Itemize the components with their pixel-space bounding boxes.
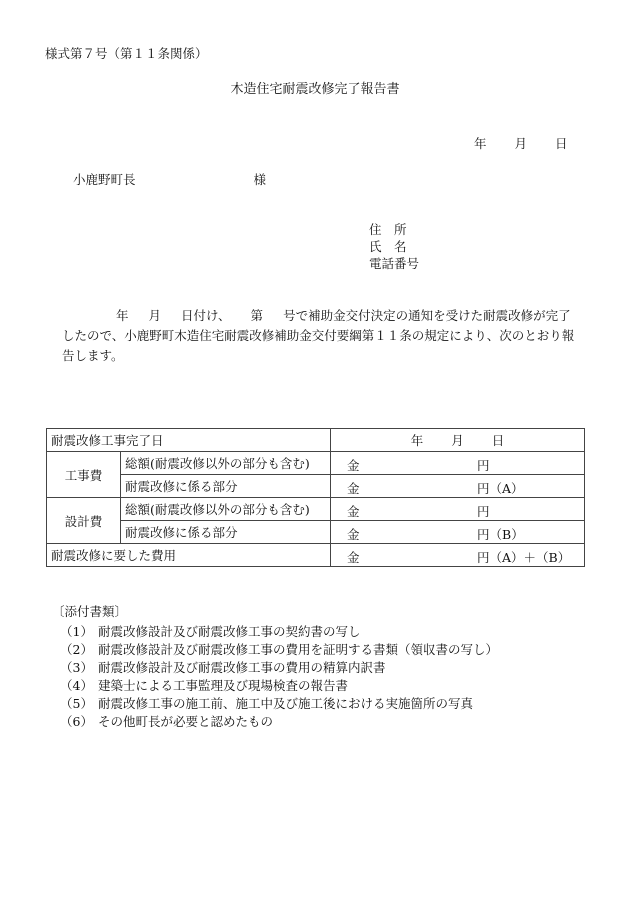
design-total-amount <box>331 498 585 521</box>
completion-day: 日 <box>491 433 505 448</box>
table-row <box>47 452 585 475</box>
kin-mark: 金 <box>347 527 360 542</box>
item-text: 建築士による工事監理及び現場検査の報告書 <box>98 678 349 693</box>
kin-mark: 金 <box>347 481 360 496</box>
list-item <box>60 642 498 657</box>
item-text: 耐震改修設計及び耐震改修工事の費用の精算内訳書 <box>98 660 386 675</box>
applicant-address <box>369 222 424 237</box>
completion-month: 月 <box>451 433 464 448</box>
construction-cost-label: 工事費 <box>47 452 121 498</box>
body-dated: 日付け、 <box>181 308 231 323</box>
addressee <box>73 172 266 187</box>
completion-date-value <box>331 429 585 452</box>
date-day: 日 <box>555 136 568 151</box>
yen-a-mark: 円（A） <box>477 481 524 496</box>
attachments-header: 〔添付書類〕 <box>52 604 128 619</box>
design-total-label: 総額(耐震改修以外の部分も含む) <box>121 498 331 521</box>
list-item <box>60 696 473 711</box>
yen-b-mark: 円（B） <box>477 527 524 542</box>
construction-total-label: 総額(耐震改修以外の部分も含む) <box>121 452 331 475</box>
yen-mark: 円 <box>477 504 490 519</box>
item-text: その他町長が必要と認めたもの <box>98 714 274 729</box>
item-number: （1） <box>60 624 93 639</box>
kin-mark: 金 <box>347 550 360 565</box>
table-row <box>47 429 585 452</box>
table-row <box>47 521 585 544</box>
form-number: 様式第７号（第１１条関係） <box>45 46 208 61</box>
cost-summary-table <box>46 428 585 567</box>
applicant-name <box>369 239 424 254</box>
construction-total-amount <box>331 452 585 475</box>
required-cost-label: 耐震改修に要した費用 <box>47 544 331 567</box>
kin-mark: 金 <box>347 504 360 519</box>
item-number: （4） <box>60 678 93 693</box>
phone-label: 電話番号 <box>369 256 420 271</box>
item-text: 耐震改修工事の施工前、施工中及び施工後における実施箇所の写真 <box>98 696 474 711</box>
list-item <box>60 660 386 675</box>
kin-mark: 金 <box>347 458 360 473</box>
design-seismic-label: 耐震改修に係る部分 <box>121 521 331 544</box>
required-cost-amount <box>331 544 585 567</box>
body-month: 月 <box>148 308 162 323</box>
date-year: 年 <box>474 136 487 151</box>
applicant-phone <box>369 256 424 271</box>
table-row <box>47 475 585 498</box>
body-year: 年 <box>116 308 129 323</box>
addressee-honorific: 様 <box>253 172 267 187</box>
completion-year: 年 <box>410 433 424 448</box>
name-label: 氏 名 <box>369 239 407 254</box>
date-month: 月 <box>514 136 528 151</box>
report-body <box>62 306 582 366</box>
item-number: （6） <box>60 714 93 729</box>
body-no-prefix: 第 <box>250 308 264 323</box>
item-number: （2） <box>60 642 93 657</box>
completion-date-label: 耐震改修工事完了日 <box>47 429 331 452</box>
table-row <box>47 498 585 521</box>
list-item <box>60 678 348 693</box>
yen-mark: 円 <box>477 458 490 473</box>
body-text: 号で補助金交付決定の通知を受けた耐震改修が完了したので、小鹿野町木造住宅耐震改修補助金交付要綱第１１条の規定により、次のとおり報告します。 <box>62 308 575 363</box>
address-label: 住 所 <box>369 222 407 237</box>
document-title: 木造住宅耐震改修完了報告書 <box>230 82 400 97</box>
table-row <box>47 544 585 567</box>
item-number: （3） <box>60 660 93 675</box>
yen-sum-mark: 円（A）＋（B） <box>477 550 571 565</box>
construction-seismic-label: 耐震改修に係る部分 <box>121 475 331 498</box>
report-date <box>474 136 568 151</box>
list-item <box>60 624 361 639</box>
list-item <box>60 714 273 729</box>
item-text: 耐震改修設計及び耐震改修工事の費用を証明する書類（領収書の写し） <box>98 642 499 657</box>
construction-seismic-amount <box>331 475 585 498</box>
design-seismic-amount <box>331 521 585 544</box>
item-number: （5） <box>60 696 93 711</box>
addressee-name: 小鹿野町長 <box>73 172 136 187</box>
item-text: 耐震改修設計及び耐震改修工事の契約書の写し <box>98 624 361 639</box>
design-cost-label: 設計費 <box>47 498 121 544</box>
